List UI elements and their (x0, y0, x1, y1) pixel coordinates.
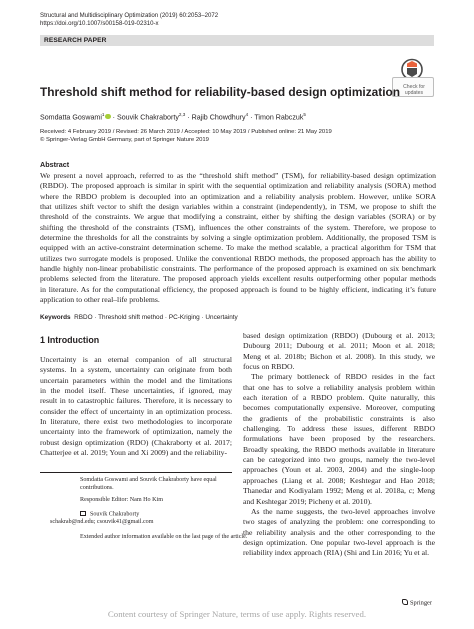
author-name[interactable]: Timon Rabczuk (254, 113, 304, 122)
body-line: Broadly speaking, the RBDO methods available in literature (243, 444, 435, 454)
body-column-left (40, 355, 232, 458)
abstract-line: determine the thresholds for all the constraints by solving a single optimization problem. Additionally, the proposed TSM is (40, 233, 436, 243)
author-separator: · (110, 113, 117, 122)
envelope-icon (80, 511, 86, 515)
body-line: focus on RBDO. (243, 362, 295, 372)
body-line: As the name suggests, the two-level approaches involve (251, 506, 435, 516)
author-separator: · (185, 113, 192, 122)
body-line: formulations have been proposed by the researchers. (243, 434, 435, 444)
footnote-editor: Responsible Editor: Nam Ho Kim (80, 497, 163, 503)
abstract-line: utilizes two surrogate models is proposed. Unlike the conventional RBDO methods, the proposed approach has the ability to (40, 253, 436, 263)
section-heading: 1 Introduction (40, 335, 100, 345)
body-line: challenging. To address these issues, different RBDO (243, 424, 435, 434)
author-name[interactable]: Souvik Chakraborty (116, 113, 179, 122)
body-line: The primary bottleneck of RBDO resides in the fact (251, 372, 435, 382)
body-line: design optimization. One popular two-level approach is the (243, 537, 435, 547)
abstract-line: where the RBDO problem is decoupled into an optimization and a reliability analysis problem. However, unlike SORA (40, 191, 436, 201)
body-line: uncertain parameters within the model and the limitations (40, 375, 232, 385)
footnote-extended-info: Extended author information available on the last page of the article. (80, 534, 248, 540)
author-name[interactable]: Rajib Chowdhury (191, 113, 246, 122)
abstract-line: problems selected from the literature. The proposed approach yields excellent results outperforming other popular methods (40, 274, 436, 284)
author-affiliation: 2,3 (178, 112, 186, 117)
footnote-equal-contribution: Somdatta Goswami and Souvik Chakraborty have equal (80, 477, 217, 483)
footnote-contact (80, 511, 139, 519)
body-line: Thanedar and Kodiyalam 1992; Meng et al. 2018a, c; Meng (243, 486, 435, 496)
article-title: Threshold shift method for reliability-based design optimization (40, 85, 401, 99)
contact-name: Souvik Chakraborty (90, 511, 140, 518)
body-line: and Keshtegar 2019; Picheny et al. 2010). (243, 496, 372, 506)
abstract-line: that utilizes shift vector to shift the design variables within a constraint (independently), in TSM, we propose to shift the (40, 202, 436, 212)
body-line: in the model itself. These uncertainties, if ignored, may (40, 386, 232, 396)
check-for-updates-line1: Check for (403, 84, 425, 90)
journal-citation: Structural and Multidisciplinary Optimization (2019) 60:2053–2072 (40, 12, 219, 19)
body-line: approaches (Youn et al. 2003, 2004) and the single-loop (243, 465, 435, 475)
body-line: uncertainty into the framework of optimization, namely the (40, 427, 232, 437)
article-history (40, 129, 332, 145)
abstract-line: We present a novel approach, referred to as the “threshold shift method” (TSM), for reliability-based design optimization (40, 171, 436, 180)
body-column-right (243, 331, 435, 559)
body-line: the reliability analysis and the other corresponding to the (243, 527, 435, 537)
author-list (40, 110, 306, 122)
abstract-line: threshold of the constraints. We argue that modifying a constraint, either by shifting the design variables (SORA) or by (40, 212, 436, 222)
abstract-heading: Abstract (40, 160, 70, 169)
author-separator: · (248, 113, 255, 122)
paper-type-bar (40, 35, 434, 46)
history-dates: Received: 4 February 2019 / Revised: 26 March 2019 / Accepted: 10 May 2019 / Published online: 21 May 2019 (40, 129, 332, 135)
keywords-label: Keywords (40, 314, 71, 321)
body-line: consider the effect of uncertainty in an optimization process. (40, 406, 232, 416)
abstract-body (40, 171, 436, 305)
abstract-line: equipped with an active-constraint determination scheme. To make the method scalable, a practical algorithm for TSM that (40, 243, 436, 253)
author-affiliation: 5 (303, 112, 306, 117)
author-affiliation: 1 (101, 112, 105, 117)
abstract-line: application to other real–life problems. (40, 295, 160, 305)
footnote-equal-contribution-cont: contributions. (80, 485, 114, 491)
abstract-line: (RBDO). The proposed approach is similar in spirit with the sequential optimization and reliability analysis (SORA) method (40, 181, 436, 191)
author-affiliation: 4 (245, 112, 249, 117)
body-line: can be categorized into two groups, namely the two-level (243, 455, 435, 465)
body-line: Chatterjee et al. 2019; Youn and Xi 2009) and the reliability- (40, 448, 228, 458)
body-line: each iteration of a RBDO problem. Quite naturally, this (243, 393, 435, 403)
abstract-line: shifting the threshold of the constraints (TSM), influences the other constraints of the system. Therefore, we propose to (40, 222, 436, 232)
body-line: the gradients of the probabilistic constraints is also (243, 413, 435, 423)
keywords-line (40, 314, 238, 321)
publisher-mark (402, 599, 432, 607)
check-for-updates-line2: updates (404, 90, 424, 96)
doi-link[interactable]: https://doi.org/10.1007/s00158-019-02310-x (40, 20, 159, 28)
body-line: based design optimization (RBDO) (Dubourg et al. 2013; (243, 331, 435, 340)
body-line: that one has to solve a reliability analysis problem within (243, 382, 435, 392)
body-line: Dubourg 2011; Dubourg et al. 2011; Moon et al. 2018; (243, 341, 435, 351)
body-line: In literature, there exist two methodologies to incorporate (40, 417, 232, 427)
contact-email[interactable]: schakrab@nd.edu; csouvik41@gmail.com (50, 519, 154, 525)
body-line: Uncertainty is an eternal companion of all structural (40, 355, 232, 364)
publisher-name: Springer (410, 599, 433, 607)
footnote-divider (40, 472, 232, 473)
abstract-line: handle highly non-linear probabilistic constraints. The performance of the proposed approach is examined on six benchmark (40, 264, 436, 274)
body-line: two stages of analyzing the problem: one corresponding to (243, 517, 435, 527)
body-line: systems. In a system, uncertainty can originate from both (40, 365, 232, 375)
body-line: result in to catastrophic failures. Therefore, it is necessary to (40, 396, 232, 406)
body-line: becomes computationally expensive. Moreover, computing (243, 403, 435, 413)
body-line: approaches (Liang et al. 2008; Keshtegar and Hao 2018; (243, 475, 435, 485)
keywords-text: RBDO · Threshold shift method · PC-Kriging · Uncertainty (74, 314, 238, 321)
paper-type-label: RESEARCH PAPER (44, 36, 107, 44)
copyright-line: © Springer-Verlag GmbH Germany, part of Springer Nature 2019 (40, 136, 209, 143)
body-line: reliability index approach (RIA) (Shi and Lin 2016; Yu et al. (243, 548, 430, 558)
courtesy-notice: Content courtesy of Springer Nature, terms of use apply. Rights reserved. (107, 609, 367, 619)
springer-horse-icon (402, 599, 408, 605)
journal-header (40, 12, 218, 29)
abstract-line: in literature. As for the computational efficiency, the proposed approach is found to be highly efficient, indicating it’s future (40, 284, 436, 294)
body-line: Meng et al. 2018b; Bichon et al. 2008). In this study, we (243, 351, 435, 361)
author-name[interactable]: Somdatta Goswami (40, 113, 102, 122)
body-line: robust design optimization (RDO) (Chakraborty et al. 2017; (40, 437, 232, 447)
